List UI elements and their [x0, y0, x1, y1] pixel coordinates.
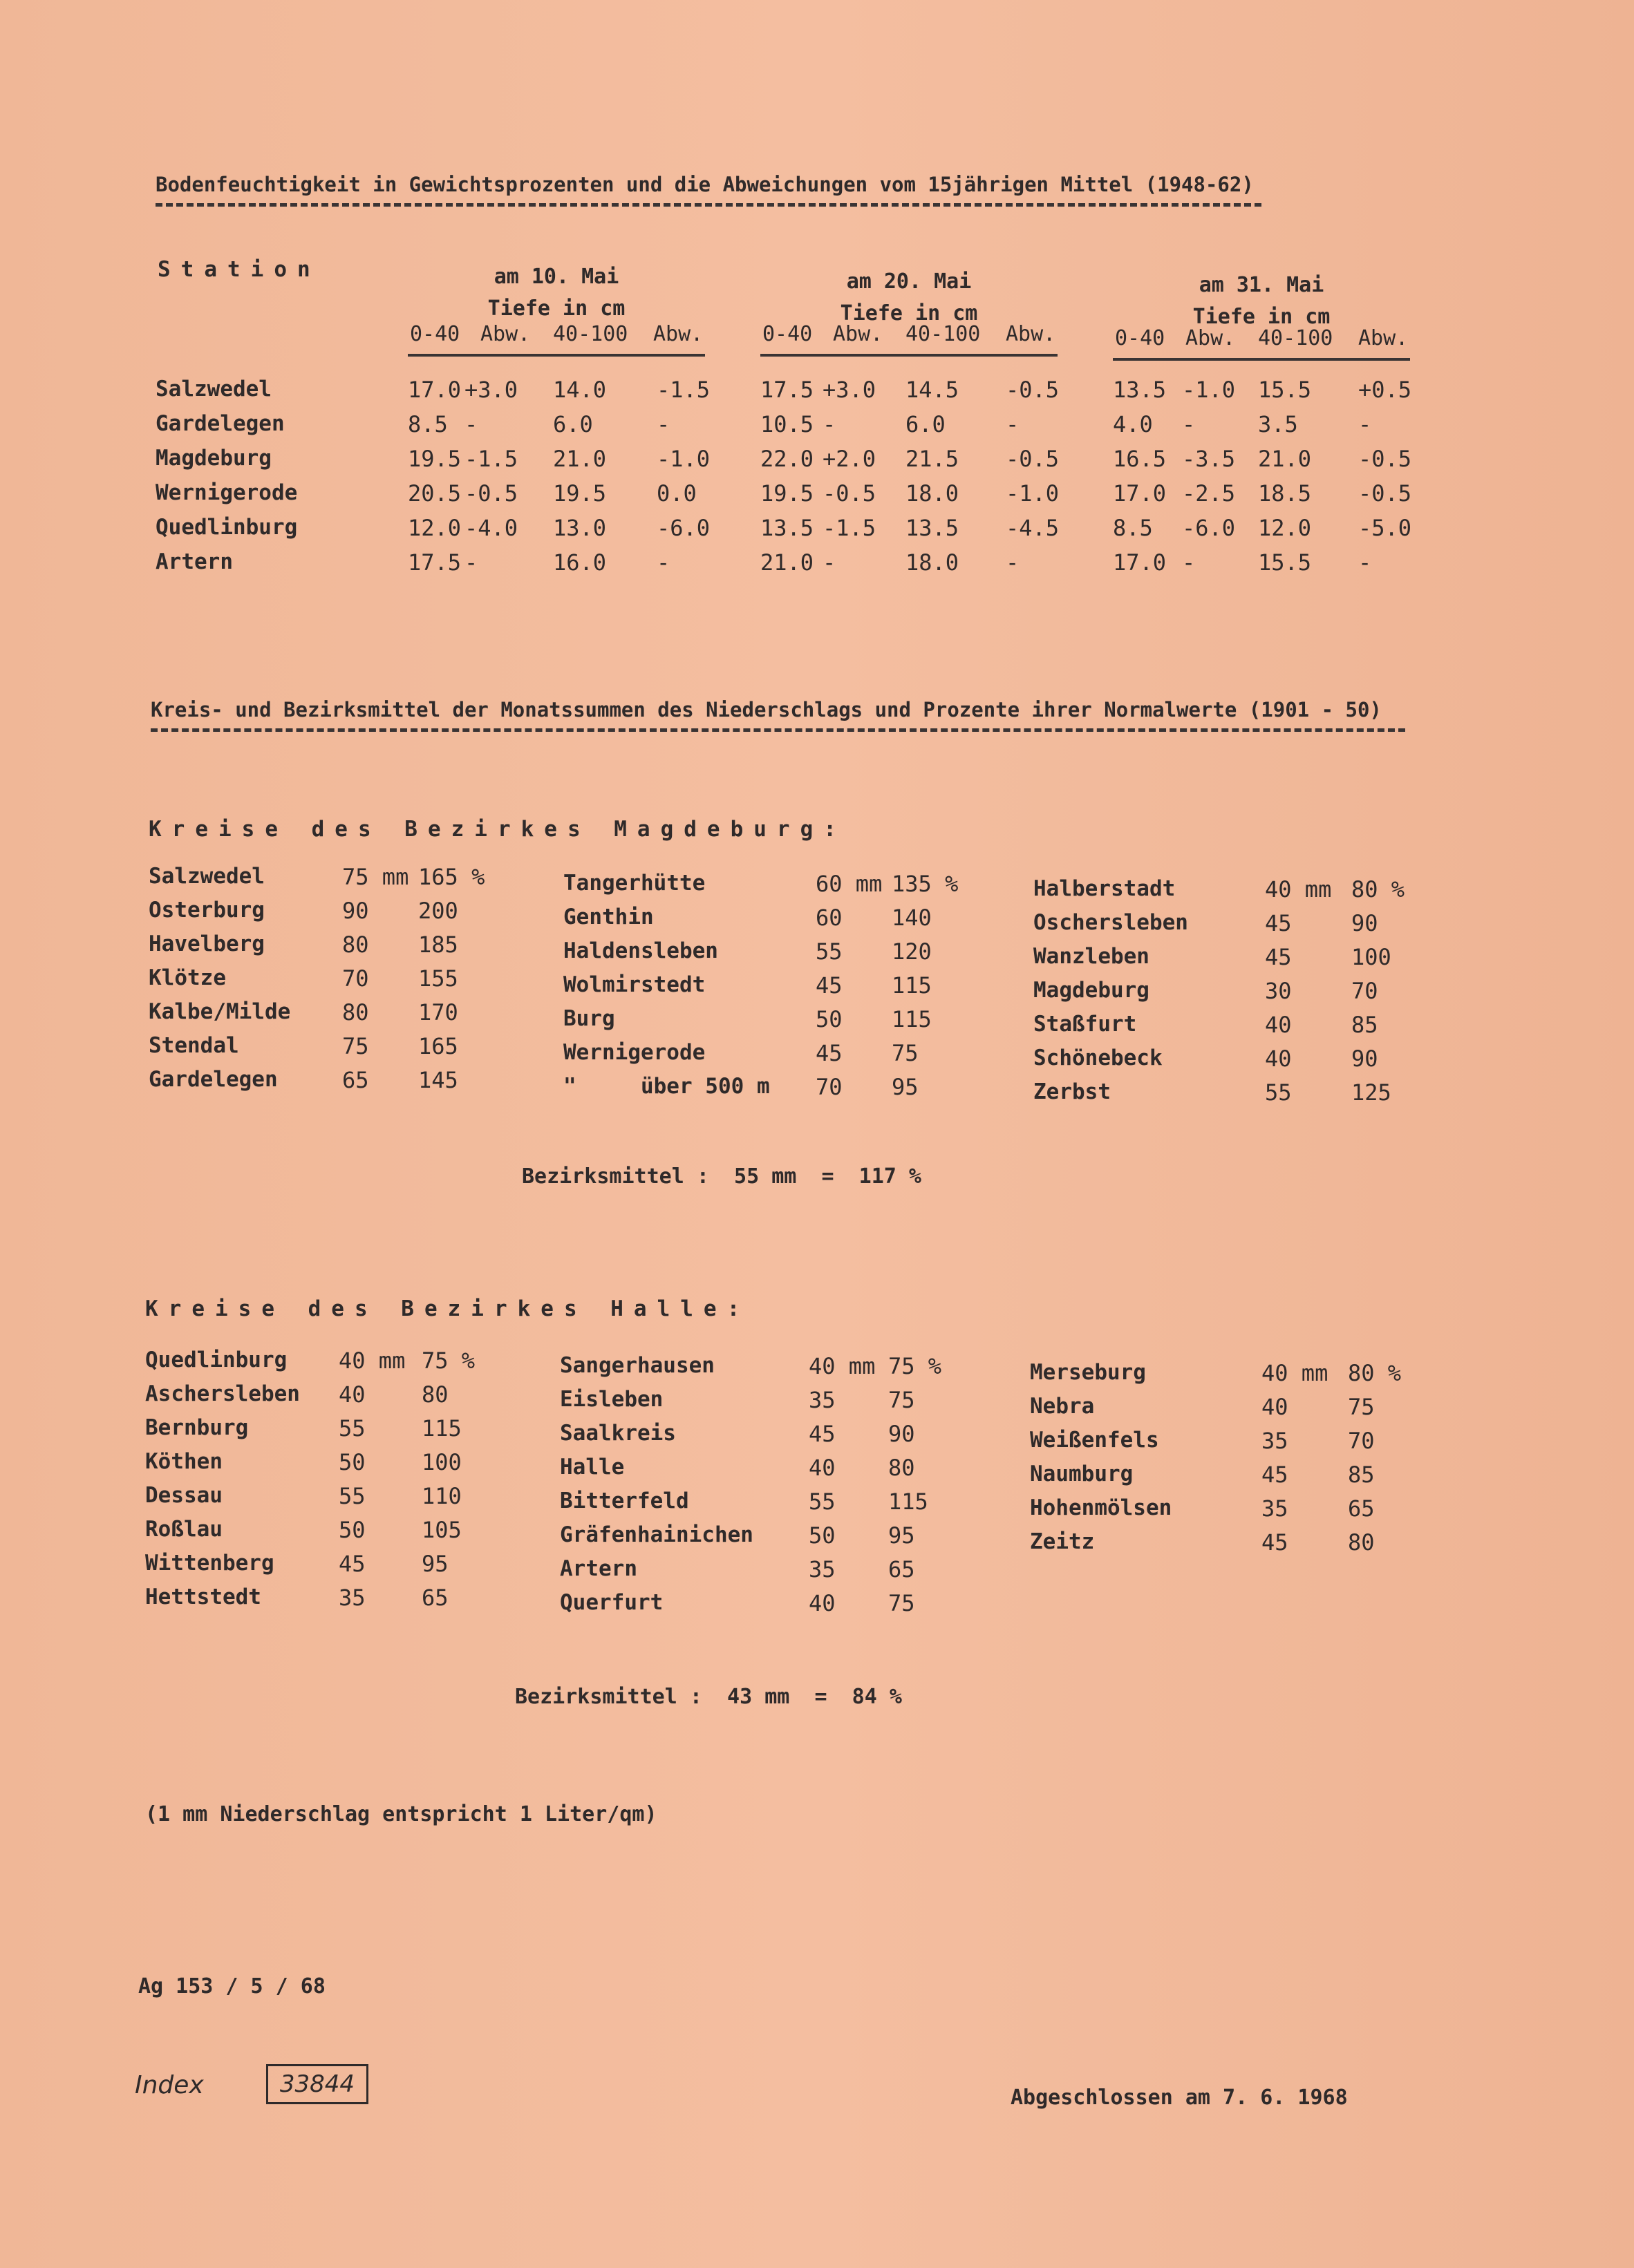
- precip-percent: 200: [418, 898, 458, 924]
- col-abw: Abw.: [653, 322, 704, 346]
- station-name: Wernigerode: [156, 480, 298, 505]
- soil-value: 17.0: [1113, 480, 1167, 507]
- precip-mm: 50: [339, 1449, 366, 1475]
- col-40-100: 40-100: [905, 322, 981, 346]
- soil-value: -: [1182, 549, 1196, 576]
- precip-mm: 35: [1261, 1495, 1288, 1522]
- soil-value: 22.0: [760, 446, 814, 472]
- soil-value: -: [464, 549, 478, 576]
- district-name: Aschersleben: [145, 1381, 300, 1406]
- district-name: Merseburg: [1030, 1360, 1146, 1385]
- col-0-40: 0-40: [762, 322, 813, 346]
- group-date: am 10. Mai: [494, 265, 619, 289]
- precip-mm: 40: [339, 1381, 366, 1408]
- soil-value: 18.0: [905, 480, 959, 507]
- soil-value: -2.5: [1182, 480, 1236, 507]
- district-name: Haldensleben: [563, 938, 718, 963]
- precip-mm: 35: [809, 1387, 836, 1413]
- precip-percent: 80: [888, 1455, 915, 1481]
- district-name: Magdeburg: [1033, 978, 1149, 1003]
- precip-mm: 30: [1265, 978, 1292, 1004]
- soil-value: -0.5: [464, 480, 518, 507]
- soil-value: -: [1006, 549, 1020, 576]
- district-name: Tangerhütte: [563, 871, 706, 896]
- precip-mm: 80: [342, 932, 369, 958]
- soil-value: 21.5: [905, 446, 959, 472]
- soil-value: -: [823, 411, 836, 437]
- district-name: Zerbst: [1033, 1079, 1111, 1104]
- soil-value: -: [1006, 411, 1020, 437]
- soil-value: 8.5: [1113, 515, 1153, 541]
- soil-value: 8.5: [408, 411, 448, 437]
- precip-percent: 80 %: [1351, 876, 1405, 903]
- subheader-may-20: [760, 322, 1058, 357]
- district-name: Querfurt: [560, 1590, 664, 1615]
- precip-percent: 120: [892, 938, 932, 965]
- soil-value: -1.0: [1006, 480, 1060, 507]
- station-name: Magdeburg: [156, 446, 272, 471]
- precip-percent: 65: [1348, 1495, 1375, 1522]
- precip-percent: 145: [418, 1067, 458, 1093]
- district-name: Genthin: [563, 905, 654, 929]
- district-name: Wolmirstedt: [563, 972, 706, 997]
- precip-mm: 55: [339, 1415, 366, 1442]
- soil-value: -: [823, 549, 836, 576]
- soil-row: [0, 411, 1634, 446]
- district-name: Bitterfeld: [560, 1489, 689, 1513]
- district-name: Weißenfels: [1030, 1428, 1159, 1453]
- precip-percent: 75: [888, 1387, 915, 1413]
- precip-mm: 50: [809, 1522, 836, 1549]
- precip-percent: 85: [1348, 1462, 1375, 1488]
- soil-value: -1.5: [464, 446, 518, 472]
- completion-date: Abgeschlossen am 7. 6. 1968: [1011, 2086, 1348, 2110]
- precip-mm: 50: [816, 1006, 843, 1032]
- precip-percent: 115: [892, 972, 932, 999]
- soil-value: 19.5: [553, 480, 607, 507]
- soil-value: 13.5: [905, 515, 959, 541]
- precip-mm: 55: [809, 1489, 836, 1515]
- soil-value: -4.0: [464, 515, 518, 541]
- district-name: Burg: [563, 1006, 615, 1031]
- precip-percent: 95: [888, 1522, 915, 1549]
- district-name: Hettstedt: [145, 1585, 261, 1609]
- soil-row: [0, 446, 1634, 480]
- district-row: [0, 978, 1634, 1012]
- group-depth: Tiefe in cm: [487, 296, 626, 321]
- soil-value: 0.0: [657, 480, 697, 507]
- station-name: Artern: [156, 549, 233, 574]
- precip-mm: 75 mm: [342, 864, 409, 890]
- precip-mm: 40: [809, 1455, 836, 1481]
- soil-value: 6.0: [905, 411, 946, 437]
- soil-value: -6.0: [1182, 515, 1236, 541]
- magdeburg-district-mean: Bezirksmittel : 55 mm = 117 %: [522, 1164, 921, 1189]
- precip-percent: 65: [422, 1585, 449, 1611]
- precip-mm: 65: [342, 1067, 369, 1093]
- district-row: [0, 1079, 1634, 1114]
- soil-value: 18.5: [1258, 480, 1312, 507]
- precip-mm: 45: [809, 1421, 836, 1447]
- precip-percent: 70: [1348, 1428, 1375, 1454]
- district-name: Oschersleben: [1033, 910, 1188, 935]
- district-name: Artern: [560, 1556, 637, 1581]
- station-name: Gardelegen: [156, 411, 285, 436]
- group-header-may-10: [408, 261, 705, 325]
- district-name: Klötze: [149, 965, 226, 990]
- district-row: [0, 1394, 1634, 1428]
- precip-mm: 55: [339, 1483, 366, 1509]
- soil-value: -6.0: [657, 515, 711, 541]
- precip-percent: 165: [418, 1033, 458, 1059]
- district-name: Sangerhausen: [560, 1353, 715, 1378]
- soil-value: 18.0: [905, 549, 959, 576]
- district-name: Staßfurt: [1033, 1012, 1137, 1037]
- precip-mm: 40: [1265, 1012, 1292, 1038]
- soil-value: 16.5: [1113, 446, 1167, 472]
- precip-mm: 45: [1265, 944, 1292, 970]
- district-row: [0, 1046, 1634, 1080]
- soil-value: 3.5: [1258, 411, 1298, 437]
- soil-value: -: [1358, 411, 1372, 437]
- soil-value: 17.5: [760, 377, 814, 403]
- group-date: am 31. Mai: [1199, 273, 1324, 297]
- soil-value: 16.0: [553, 549, 607, 576]
- soil-value: +3.0: [823, 377, 876, 403]
- district-name: Roßlau: [145, 1517, 223, 1542]
- precip-percent: 90: [888, 1421, 915, 1447]
- precip-percent: 115: [888, 1489, 928, 1515]
- group-header-may-20: [760, 266, 1058, 330]
- station-name: Quedlinburg: [156, 515, 298, 540]
- magdeburg-heading: Kreise des Bezirkes Magdeburg:: [149, 817, 847, 842]
- precip-percent: 80 %: [1348, 1360, 1402, 1386]
- soil-value: 14.0: [553, 377, 607, 403]
- soil-value: -3.5: [1182, 446, 1236, 472]
- district-row: [0, 1462, 1634, 1496]
- precip-percent: 100: [422, 1449, 462, 1475]
- precip-percent: 75: [1348, 1394, 1375, 1420]
- precip-percent: 85: [1351, 1012, 1378, 1038]
- precip-percent: 95: [892, 1074, 919, 1100]
- soil-value: 20.5: [408, 480, 462, 507]
- soil-value: -0.5: [1358, 480, 1412, 507]
- district-name: Kalbe/Milde: [149, 999, 291, 1024]
- district-name: Köthen: [145, 1449, 223, 1474]
- precip-mm: 40: [809, 1590, 836, 1616]
- precip-mm: 35: [339, 1585, 366, 1611]
- soil-value: -1.0: [1182, 377, 1236, 403]
- precip-percent: 75 %: [888, 1353, 942, 1379]
- precip-percent: 80: [1348, 1529, 1375, 1556]
- precip-mm: 45: [1261, 1529, 1288, 1556]
- precip-mm: 75: [342, 1033, 369, 1059]
- precip-mm: 45: [1261, 1462, 1288, 1488]
- soil-row: [0, 515, 1634, 549]
- district-row: [0, 1590, 1634, 1625]
- soil-value: 17.0: [1113, 549, 1167, 576]
- soil-value: 15.5: [1258, 377, 1312, 403]
- district-name: " über 500 m: [563, 1074, 770, 1099]
- col-abw: Abw.: [1358, 326, 1409, 350]
- precip-mm: 40: [1265, 1046, 1292, 1072]
- precip-mm: 90: [342, 898, 369, 924]
- district-name: Gardelegen: [149, 1067, 278, 1092]
- soil-value: 12.0: [408, 515, 462, 541]
- index-number-box: 33844: [266, 2064, 368, 2104]
- precip-percent: 90: [1351, 1046, 1378, 1072]
- soil-value: 17.0: [408, 377, 462, 403]
- precip-percent: 65: [888, 1556, 915, 1582]
- soil-value: 12.0: [1258, 515, 1312, 541]
- district-name: Saalkreis: [560, 1421, 676, 1446]
- district-name: Halberstadt: [1033, 876, 1176, 901]
- precip-percent: 70: [1351, 978, 1378, 1004]
- precip-percent: 95: [422, 1551, 449, 1577]
- district-name: Osterburg: [149, 898, 265, 923]
- district-name: Wernigerode: [563, 1040, 706, 1065]
- group-depth: Tiefe in cm: [840, 301, 978, 325]
- district-name: Bernburg: [145, 1415, 249, 1440]
- district-name: Salzwedel: [149, 864, 265, 889]
- station-name: Salzwedel: [156, 377, 272, 401]
- district-name: Havelberg: [149, 932, 265, 956]
- col-0-40: 0-40: [1115, 326, 1165, 350]
- precip-percent: 170: [418, 999, 458, 1026]
- soil-row: [0, 549, 1634, 584]
- soil-value: 10.5: [760, 411, 814, 437]
- halle-district-mean: Bezirksmittel : 43 mm = 84 %: [515, 1685, 902, 1709]
- col-40-100: 40-100: [553, 322, 628, 346]
- soil-value: 15.5: [1258, 549, 1312, 576]
- soil-value: -5.0: [1358, 515, 1412, 541]
- precip-mm: 45: [1265, 910, 1292, 936]
- precip-mm: 70: [816, 1074, 843, 1100]
- precip-mm: 40 mm: [1265, 876, 1332, 903]
- soil-value: +2.0: [823, 446, 876, 472]
- soil-value: 13.5: [760, 515, 814, 541]
- station-column-header: Station: [158, 257, 321, 282]
- soil-value: -: [1182, 411, 1196, 437]
- soil-value: -1.5: [823, 515, 876, 541]
- district-name: Schönebeck: [1033, 1046, 1163, 1070]
- district-name: Nebra: [1030, 1394, 1095, 1419]
- precip-percent: 185: [418, 932, 458, 958]
- precip-mm: 70: [342, 965, 369, 992]
- district-row: [0, 1360, 1634, 1395]
- district-name: Stendal: [149, 1033, 239, 1058]
- halle-table: [0, 1348, 1634, 1638]
- soil-value: -0.5: [1006, 377, 1060, 403]
- precip-percent: 165 %: [418, 864, 485, 890]
- precip-mm: 35: [1261, 1428, 1288, 1454]
- precip-mm: 45: [816, 1040, 843, 1066]
- precip-percent: 80: [422, 1381, 449, 1408]
- district-name: Eisleben: [560, 1387, 664, 1412]
- soil-value: 19.5: [760, 480, 814, 507]
- precip-percent: 135 %: [892, 871, 959, 897]
- precip-mm: 35: [809, 1556, 836, 1582]
- district-row: [0, 910, 1634, 945]
- precip-mm: 60: [816, 905, 843, 931]
- precip-mm: 40 mm: [809, 1353, 876, 1379]
- district-row: [0, 944, 1634, 979]
- soil-value: -0.5: [1006, 446, 1060, 472]
- district-name: Zeitz: [1030, 1529, 1095, 1554]
- district-name: Halle: [560, 1455, 625, 1480]
- soil-value: -1.0: [657, 446, 711, 472]
- precip-mm: 45: [339, 1551, 366, 1577]
- index-label: Index: [135, 2071, 204, 2099]
- soil-value: 14.5: [905, 377, 959, 403]
- precip-mm: 80: [342, 999, 369, 1026]
- soil-value: 6.0: [553, 411, 593, 437]
- group-depth: Tiefe in cm: [1192, 305, 1331, 329]
- col-abw: Abw.: [833, 322, 883, 346]
- soil-value: -0.5: [823, 480, 876, 507]
- soil-value: -: [657, 549, 670, 576]
- precip-mm: 60 mm: [816, 871, 883, 897]
- precip-mm: 55: [1265, 1079, 1292, 1106]
- district-name: Naumburg: [1030, 1462, 1134, 1486]
- district-row: [0, 876, 1634, 911]
- district-name: Wanzleben: [1033, 944, 1149, 969]
- soil-row: [0, 480, 1634, 515]
- unit-note: (1 mm Niederschlag entspricht 1 Liter/qm): [145, 1802, 657, 1826]
- col-abw: Abw.: [1185, 326, 1236, 350]
- soil-value: -: [657, 411, 670, 437]
- col-abw: Abw.: [1006, 322, 1056, 346]
- district-name: Quedlinburg: [145, 1348, 288, 1372]
- col-abw: Abw.: [480, 322, 531, 346]
- precip-mm: 40: [1261, 1394, 1288, 1420]
- district-name: Dessau: [145, 1483, 223, 1508]
- precipitation-title: Kreis- und Bezirksmittel der Monatssummen des Niederschlags und Prozente ihrer Normalwerte (1901 - 50): [151, 698, 1405, 732]
- soil-value: 13.5: [1113, 377, 1167, 403]
- soil-moisture-table: [0, 377, 1634, 598]
- district-row: [0, 1428, 1634, 1462]
- group-date: am 20. Mai: [846, 270, 972, 294]
- halle-heading: Kreise des Bezirkes Halle:: [145, 1296, 751, 1321]
- precip-percent: 90: [1351, 910, 1378, 936]
- precip-percent: 75 %: [422, 1348, 476, 1374]
- district-row: [0, 1012, 1634, 1046]
- soil-value: -1.5: [657, 377, 711, 403]
- soil-value: 21.0: [1258, 446, 1312, 472]
- group-header-may-31: [1113, 270, 1410, 333]
- soil-value: +0.5: [1358, 377, 1412, 403]
- soil-value: -0.5: [1358, 446, 1412, 472]
- precip-percent: 110: [422, 1483, 462, 1509]
- soil-value: 13.0: [553, 515, 607, 541]
- magdeburg-table: [0, 864, 1634, 1119]
- col-0-40: 0-40: [410, 322, 460, 346]
- soil-value: -4.5: [1006, 515, 1060, 541]
- soil-value: -: [1358, 549, 1372, 576]
- precip-percent: 115: [422, 1415, 462, 1442]
- reference-number: Ag 153 / 5 / 68: [138, 1974, 326, 1998]
- subheader-may-31: [1113, 326, 1410, 361]
- col-40-100: 40-100: [1258, 326, 1333, 350]
- district-name: Gräfenhainichen: [560, 1522, 753, 1547]
- precip-percent: 105: [422, 1517, 462, 1543]
- precip-percent: 115: [892, 1006, 932, 1032]
- district-name: Wittenberg: [145, 1551, 274, 1576]
- precip-percent: 75: [888, 1590, 915, 1616]
- soil-value: -: [464, 411, 478, 437]
- district-name: Hohenmölsen: [1030, 1495, 1172, 1520]
- subheader-may-10: [408, 322, 705, 357]
- precip-percent: 140: [892, 905, 932, 931]
- soil-value: 21.0: [760, 549, 814, 576]
- district-row: [0, 1529, 1634, 1564]
- precip-percent: 155: [418, 965, 458, 992]
- soil-value: 19.5: [408, 446, 462, 472]
- precip-percent: 125: [1351, 1079, 1391, 1106]
- soil-value: +3.0: [464, 377, 518, 403]
- precip-mm: 45: [816, 972, 843, 999]
- precip-mm: 40 mm: [339, 1348, 406, 1374]
- precip-mm: 50: [339, 1517, 366, 1543]
- precip-mm: 40 mm: [1261, 1360, 1328, 1386]
- precip-percent: 75: [892, 1040, 919, 1066]
- soil-value: 17.5: [408, 549, 462, 576]
- precip-percent: 100: [1351, 944, 1391, 970]
- soil-value: 21.0: [553, 446, 607, 472]
- district-row: [0, 1495, 1634, 1530]
- precip-mm: 55: [816, 938, 843, 965]
- soil-value: 4.0: [1113, 411, 1153, 437]
- soil-row: [0, 377, 1634, 411]
- soil-moisture-title: Bodenfeuchtigkeit in Gewichtsprozenten und die Abweichungen vom 15jährigen Mittel (1948-62): [156, 173, 1261, 207]
